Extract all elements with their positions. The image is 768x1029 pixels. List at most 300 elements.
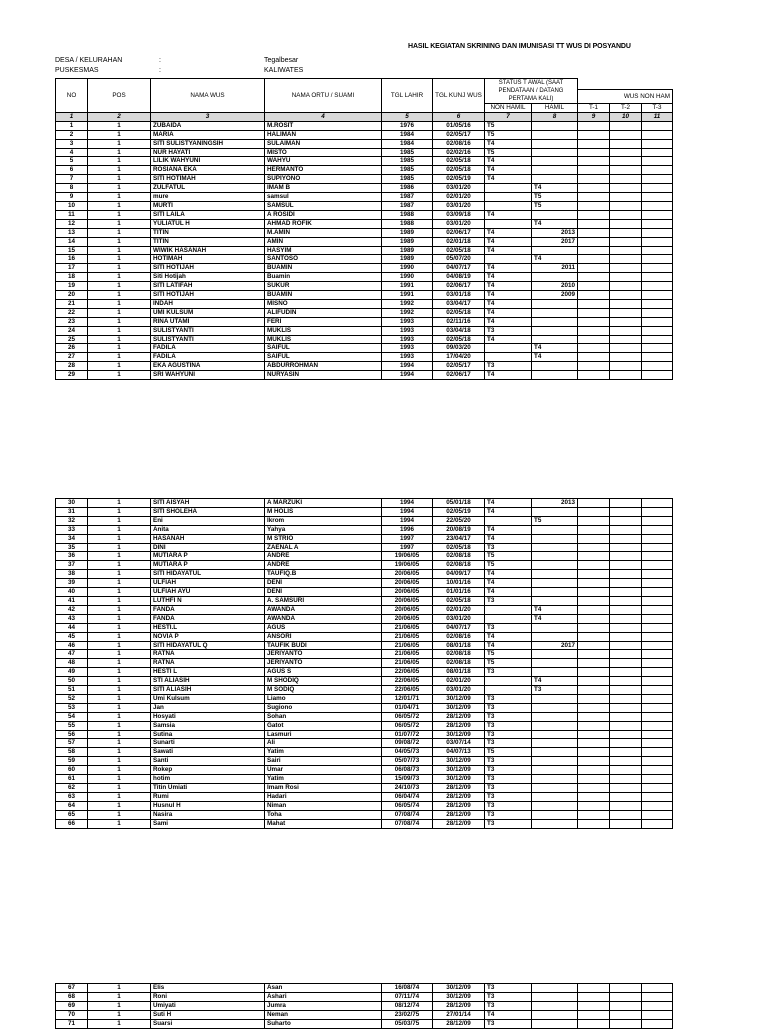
cell-t1 (578, 246, 610, 255)
cell-t3 (642, 344, 673, 353)
cell-t3 (642, 757, 673, 766)
cell-tgl-lahir: 20/06/05 (382, 570, 433, 579)
cell-tgl-kunj: 30/12/09 (433, 766, 485, 775)
cell-non-hamil: T3 (485, 775, 532, 784)
cell-tgl-lahir: 1989 (382, 237, 433, 246)
cell-tgl-kunj: 03/04/17 (433, 299, 485, 308)
cell-t3 (642, 335, 673, 344)
cell-nama-wus: LUTHFI N (151, 596, 265, 605)
cell-t3 (642, 184, 673, 193)
cell-t2 (610, 371, 642, 380)
cell-tgl-kunj: 02/08/18 (433, 650, 485, 659)
cell-non-hamil: T3 (485, 810, 532, 819)
cell-hamil (532, 801, 578, 810)
cell-t3 (642, 175, 673, 184)
cell-nama-ortu: AGUS (265, 623, 382, 632)
table-row (56, 992, 673, 1001)
cell-t1 (578, 992, 610, 1001)
cell-nama-ortu: HALIMAN (265, 130, 382, 139)
cell-tgl-lahir: 21/06/05 (382, 623, 433, 632)
cell-pos: 1 (88, 246, 151, 255)
cell-pos: 1 (88, 668, 151, 677)
cell-t1 (578, 201, 610, 210)
cell-t1 (578, 659, 610, 668)
cell-pos: 1 (88, 335, 151, 344)
cell-tgl-lahir: 15/09/73 (382, 775, 433, 784)
cell-t2 (610, 677, 642, 686)
cell-tgl-kunj: 02/05/19 (433, 175, 485, 184)
cell-no: 43 (56, 614, 88, 623)
cell-t2 (610, 273, 642, 282)
cell-non-hamil: T3 (485, 1019, 532, 1028)
cell-no: 39 (56, 579, 88, 588)
table-row (56, 255, 673, 264)
cell-tgl-kunj: 02/05/18 (433, 543, 485, 552)
table-row (56, 810, 673, 819)
cell-nama-ortu: Mahat (265, 819, 382, 828)
cell-nama-wus: MUTIARA P (151, 561, 265, 570)
cell-nama-ortu: Liamo (265, 694, 382, 703)
cell-t2 (610, 282, 642, 291)
cell-non-hamil: T3 (485, 819, 532, 828)
cell-nama-ortu: IMAM B (265, 184, 382, 193)
cell-tgl-kunj: 28/12/09 (433, 784, 485, 793)
cell-t3 (642, 246, 673, 255)
cell-t2 (610, 721, 642, 730)
cell-nama-ortu: M HOLIS (265, 507, 382, 516)
cell-hamil (532, 362, 578, 371)
cell-tgl-lahir: 21/06/05 (382, 641, 433, 650)
cell-non-hamil: T5 (485, 121, 532, 130)
table-body-section-3 (56, 984, 673, 1029)
cell-t2 (610, 992, 642, 1001)
cell-no: 21 (56, 299, 88, 308)
cell-tgl-kunj: 08/01/18 (433, 668, 485, 677)
cell-t2 (610, 552, 642, 561)
cell-no: 38 (56, 570, 88, 579)
cell-t1 (578, 335, 610, 344)
puskesmas-colon: : (159, 67, 161, 74)
cell-non-hamil: T4 (485, 139, 532, 148)
cell-nama-wus: SRI WAHYUNI (151, 371, 265, 380)
cell-t2 (610, 623, 642, 632)
cell-non-hamil: T4 (485, 579, 532, 588)
cell-t3 (642, 632, 673, 641)
cell-nama-wus: HESTI L (151, 668, 265, 677)
cell-t2 (610, 299, 642, 308)
cell-no: 65 (56, 810, 88, 819)
cell-no: 35 (56, 543, 88, 552)
cell-nama-wus: Nasira (151, 810, 265, 819)
cell-nama-ortu: Jumra (265, 1001, 382, 1010)
cell-nama-ortu: Toha (265, 810, 382, 819)
cell-t3 (642, 570, 673, 579)
puskesmas-value: KALIWATES (264, 67, 304, 74)
table-row (56, 335, 673, 344)
cell-hamil (532, 775, 578, 784)
cell-hamil (532, 299, 578, 308)
cell-pos: 1 (88, 543, 151, 552)
column-number-cell: 6 (433, 112, 485, 121)
cell-t2 (610, 139, 642, 148)
table-row (56, 175, 673, 184)
cell-tgl-kunj: 04/07/13 (433, 748, 485, 757)
cell-nama-ortu: BUAMIN (265, 291, 382, 300)
cell-nama-ortu: Yatim (265, 748, 382, 757)
cell-tgl-kunj: 30/12/09 (433, 984, 485, 993)
cell-nama-wus: RATNA (151, 650, 265, 659)
cell-hamil (532, 228, 578, 237)
cell-tgl-lahir: 19/06/05 (382, 552, 433, 561)
cell-no: 16 (56, 255, 88, 264)
cell-t1 (578, 148, 610, 157)
cell-no: 20 (56, 291, 88, 300)
cell-tgl-kunj: 02/08/18 (433, 552, 485, 561)
table-row (56, 801, 673, 810)
cell-tgl-kunj: 02/06/17 (433, 371, 485, 380)
cell-pos: 1 (88, 166, 151, 175)
cell-nama-wus: mure (151, 193, 265, 202)
cell-t2 (610, 228, 642, 237)
cell-nama-wus: Sunarti (151, 739, 265, 748)
cell-nama-wus: RATNA (151, 659, 265, 668)
cell-nama-wus: SULISTYANTI (151, 335, 265, 344)
cell-non-hamil: T3 (485, 703, 532, 712)
cell-tgl-lahir: 1988 (382, 219, 433, 228)
cell-t1 (578, 721, 610, 730)
table-row (56, 317, 673, 326)
cell-tgl-kunj: 03/01/20 (433, 219, 485, 228)
cell-t3 (642, 534, 673, 543)
cell-pos: 1 (88, 579, 151, 588)
cell-pos: 1 (88, 362, 151, 371)
cell-t1 (578, 139, 610, 148)
cell-t2 (610, 335, 642, 344)
cell-tgl-lahir: 1994 (382, 507, 433, 516)
cell-non-hamil (485, 686, 532, 695)
cell-t1 (578, 730, 610, 739)
cell-non-hamil: T3 (485, 694, 532, 703)
cell-pos: 1 (88, 819, 151, 828)
cell-t1 (578, 1010, 610, 1019)
cell-pos: 1 (88, 588, 151, 597)
cell-nama-ortu: Imam Rosi (265, 784, 382, 793)
cell-t3 (642, 801, 673, 810)
cell-t3 (642, 219, 673, 228)
cell-hamil: T4 (532, 677, 578, 686)
cell-nama-wus: Sutina (151, 730, 265, 739)
cell-t1 (578, 157, 610, 166)
table-row (56, 273, 673, 282)
table-row (56, 1010, 673, 1019)
cell-nama-wus: Eni (151, 516, 265, 525)
cell-tgl-lahir: 1994 (382, 516, 433, 525)
cell-nama-ortu: M STRIO (265, 534, 382, 543)
column-number-cell: 10 (610, 112, 642, 121)
cell-tgl-lahir: 1989 (382, 246, 433, 255)
cell-pos: 1 (88, 175, 151, 184)
cell-non-hamil: T4 (485, 291, 532, 300)
column-number-cell: 5 (382, 112, 433, 121)
cell-non-hamil: T3 (485, 784, 532, 793)
cell-hamil: T4 (532, 184, 578, 193)
cell-tgl-kunj: 28/12/09 (433, 1001, 485, 1010)
cell-t1 (578, 775, 610, 784)
cell-pos: 1 (88, 121, 151, 130)
cell-t1 (578, 810, 610, 819)
cell-t2 (610, 668, 642, 677)
cell-t1 (578, 632, 610, 641)
cell-tgl-lahir: 06/05/74 (382, 801, 433, 810)
cell-t2 (610, 579, 642, 588)
cell-nama-wus: ZUBAIDA (151, 121, 265, 130)
cell-non-hamil: T4 (485, 282, 532, 291)
cell-no: 41 (56, 596, 88, 605)
header-tgl-lahir: TGL LAHIR (382, 79, 433, 113)
cell-t2 (610, 561, 642, 570)
cell-non-hamil: T3 (485, 596, 532, 605)
cell-non-hamil: T4 (485, 175, 532, 184)
cell-t1 (578, 543, 610, 552)
cell-tgl-kunj: 28/12/09 (433, 792, 485, 801)
table-row (56, 130, 673, 139)
cell-pos: 1 (88, 552, 151, 561)
table-row (56, 614, 673, 623)
cell-nama-ortu: M SHODIQ (265, 677, 382, 686)
cell-t1 (578, 703, 610, 712)
cell-no: 15 (56, 246, 88, 255)
cell-t2 (610, 525, 642, 534)
cell-nama-ortu: A ROSIDI (265, 210, 382, 219)
cell-no: 53 (56, 703, 88, 712)
cell-hamil (532, 246, 578, 255)
cell-nama-wus: Rumi (151, 792, 265, 801)
cell-nama-ortu: SAIFUL (265, 344, 382, 353)
cell-pos: 1 (88, 784, 151, 793)
cell-t3 (642, 677, 673, 686)
cell-pos: 1 (88, 721, 151, 730)
cell-no: 44 (56, 623, 88, 632)
cell-t3 (642, 588, 673, 597)
cell-tgl-kunj: 28/12/09 (433, 712, 485, 721)
cell-tgl-kunj: 30/12/09 (433, 730, 485, 739)
cell-pos: 1 (88, 139, 151, 148)
cell-t1 (578, 353, 610, 362)
cell-t3 (642, 317, 673, 326)
cell-pos: 1 (88, 282, 151, 291)
cell-tgl-lahir: 21/06/05 (382, 632, 433, 641)
cell-pos: 1 (88, 792, 151, 801)
cell-t1 (578, 499, 610, 508)
cell-no: 23 (56, 317, 88, 326)
cell-t2 (610, 166, 642, 175)
cell-t1 (578, 237, 610, 246)
cell-tgl-kunj: 01/01/16 (433, 588, 485, 597)
cell-tgl-kunj: 28/12/09 (433, 819, 485, 828)
cell-non-hamil: T3 (485, 668, 532, 677)
cell-hamil (532, 317, 578, 326)
cell-pos: 1 (88, 516, 151, 525)
cell-tgl-lahir: 06/04/74 (382, 792, 433, 801)
cell-t2 (610, 210, 642, 219)
header-t2: T-2 (610, 104, 642, 113)
cell-t1 (578, 650, 610, 659)
cell-nama-wus: Rokep (151, 766, 265, 775)
cell-no: 32 (56, 516, 88, 525)
table-row (56, 552, 673, 561)
cell-pos: 1 (88, 371, 151, 380)
cell-tgl-kunj: 10/01/16 (433, 579, 485, 588)
cell-hamil (532, 739, 578, 748)
cell-hamil (532, 984, 578, 993)
cell-nama-ortu: AWANDA (265, 614, 382, 623)
table-row (56, 201, 673, 210)
cell-t2 (610, 344, 642, 353)
column-number-cell: 1 (56, 112, 88, 121)
cell-pos: 1 (88, 748, 151, 757)
cell-t1 (578, 641, 610, 650)
cell-t1 (578, 534, 610, 543)
cell-tgl-kunj: 02/05/18 (433, 166, 485, 175)
table-row (56, 668, 673, 677)
cell-tgl-kunj: 30/12/09 (433, 775, 485, 784)
cell-nama-ortu: MISNO (265, 299, 382, 308)
cell-tgl-lahir: 06/08/73 (382, 766, 433, 775)
cell-hamil (532, 525, 578, 534)
cell-nama-ortu: SULAIMAN (265, 139, 382, 148)
wus-table-page-3 (55, 983, 673, 1029)
cell-nama-wus: Jan (151, 703, 265, 712)
cell-t1 (578, 668, 610, 677)
cell-pos: 1 (88, 694, 151, 703)
table-row (56, 344, 673, 353)
cell-year: 2010 (560, 282, 575, 290)
table-row (56, 984, 673, 993)
table-row (56, 712, 673, 721)
cell-tgl-kunj: 02/08/16 (433, 139, 485, 148)
cell-t1 (578, 677, 610, 686)
cell-nama-ortu: ANSORI (265, 632, 382, 641)
cell-pos: 1 (88, 130, 151, 139)
cell-nama-ortu: TAUFIK BUDI (265, 641, 382, 650)
cell-nama-wus: LILIK WAHYUNI (151, 157, 265, 166)
cell-hamil (532, 784, 578, 793)
cell-hamil (532, 326, 578, 335)
cell-nama-ortu: MUKLIS (265, 326, 382, 335)
cell-nama-wus: SITI ALIASIH (151, 686, 265, 695)
cell-nama-wus: ULFIAH AYU (151, 588, 265, 597)
cell-tgl-kunj: 02/05/18 (433, 157, 485, 166)
cell-no: 4 (56, 148, 88, 157)
cell-hamil (532, 139, 578, 148)
cell-nama-ortu: MUKLIS (265, 335, 382, 344)
wus-table-page-2 (55, 498, 673, 829)
cell-t2 (610, 694, 642, 703)
cell-hamil (532, 641, 578, 650)
cell-t1 (578, 579, 610, 588)
cell-no: 57 (56, 739, 88, 748)
cell-nama-wus: MUTIARA P (151, 552, 265, 561)
cell-t1 (578, 264, 610, 273)
cell-nama-ortu: HERMANTO (265, 166, 382, 175)
column-number-cell: 7 (485, 112, 532, 121)
cell-non-hamil: T5 (485, 130, 532, 139)
cell-non-hamil: T4 (485, 641, 532, 650)
cell-tgl-kunj: 08/01/18 (433, 641, 485, 650)
cell-t1 (578, 184, 610, 193)
cell-nama-ortu: AWANDA (265, 605, 382, 614)
table-row (56, 371, 673, 380)
cell-t3 (642, 516, 673, 525)
cell-t2 (610, 819, 642, 828)
cell-tgl-kunj: 17/04/20 (433, 353, 485, 362)
cell-tgl-lahir: 04/05/73 (382, 748, 433, 757)
header-tgl-kunj: TGL KUNJ WUS (433, 79, 485, 113)
cell-nama-ortu: SAIFUL (265, 353, 382, 362)
cell-no: 69 (56, 1001, 88, 1010)
cell-pos: 1 (88, 561, 151, 570)
cell-pos: 1 (88, 255, 151, 264)
cell-nama-wus: Anita (151, 525, 265, 534)
cell-tgl-kunj: 02/08/18 (433, 561, 485, 570)
table-row (56, 703, 673, 712)
cell-tgl-lahir: 1987 (382, 193, 433, 202)
table-row (56, 819, 673, 828)
cell-tgl-lahir: 12/01/71 (382, 694, 433, 703)
cell-t1 (578, 757, 610, 766)
cell-nama-wus: NOVIA P (151, 632, 265, 641)
cell-non-hamil: T4 (485, 308, 532, 317)
cell-non-hamil: T3 (485, 766, 532, 775)
cell-no: 5 (56, 157, 88, 166)
cell-hamil (532, 308, 578, 317)
cell-tgl-lahir: 1986 (382, 184, 433, 193)
cell-hamil (532, 148, 578, 157)
cell-t3 (642, 121, 673, 130)
cell-tgl-lahir: 1997 (382, 534, 433, 543)
cell-tgl-lahir: 24/10/73 (382, 784, 433, 793)
cell-t1 (578, 228, 610, 237)
cell-tgl-kunj: 04/09/17 (433, 570, 485, 579)
cell-pos: 1 (88, 757, 151, 766)
desa-label: DESA / KELURAHAN (55, 57, 123, 64)
cell-no: 54 (56, 712, 88, 721)
cell-t3 (642, 596, 673, 605)
cell-hamil (532, 1001, 578, 1010)
cell-no: 2 (56, 130, 88, 139)
cell-tgl-lahir: 1989 (382, 255, 433, 264)
cell-t2 (610, 130, 642, 139)
cell-non-hamil (485, 353, 532, 362)
cell-tgl-lahir: 22/06/05 (382, 668, 433, 677)
cell-t3 (642, 166, 673, 175)
cell-tgl-kunj: 02/02/16 (433, 148, 485, 157)
cell-pos: 1 (88, 992, 151, 1001)
cell-nama-ortu: Ikrom (265, 516, 382, 525)
cell-pos: 1 (88, 984, 151, 993)
cell-no: 37 (56, 561, 88, 570)
cell-non-hamil: T5 (485, 748, 532, 757)
table-row (56, 677, 673, 686)
cell-nama-wus: Titin Umiati (151, 784, 265, 793)
cell-nama-wus: INDAH (151, 299, 265, 308)
cell-nama-ortu: M.ROSIT (265, 121, 382, 130)
cell-t2 (610, 775, 642, 784)
table-row (56, 291, 673, 300)
cell-t1 (578, 561, 610, 570)
cell-no: 24 (56, 326, 88, 335)
table-row (56, 739, 673, 748)
